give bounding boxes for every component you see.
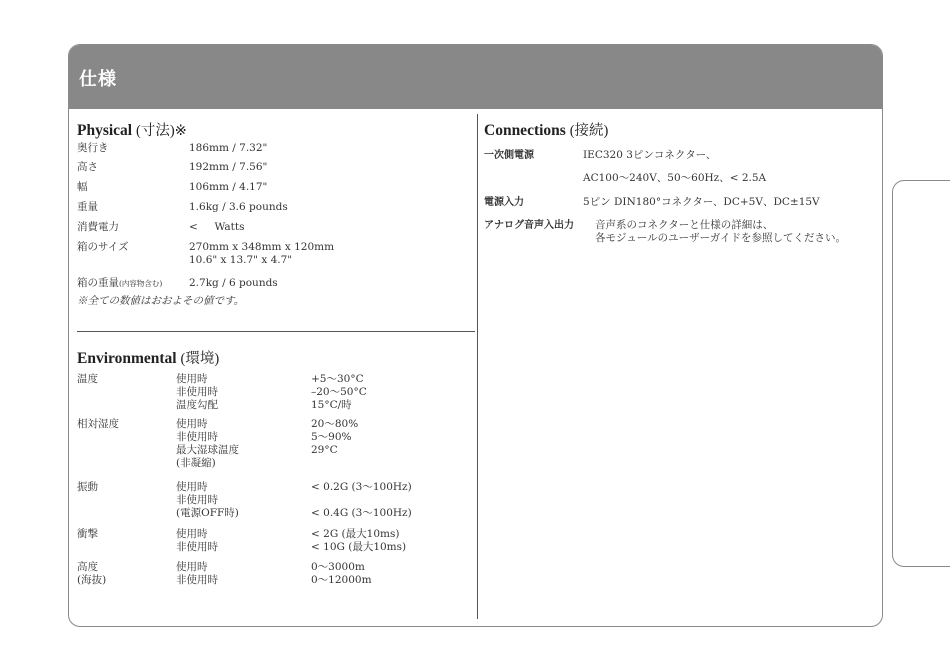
- connections-title-jp: (接続): [569, 123, 609, 139]
- env-label-altitude: 高度: [77, 561, 98, 573]
- conn-label-power-input: 電源入力: [484, 197, 524, 208]
- physical-label-depth: 奥行き: [77, 142, 109, 154]
- env-condition: 非使用時: [176, 494, 218, 506]
- env-label-temperature: 温度: [77, 373, 98, 385]
- physical-label-height: 高さ: [77, 161, 98, 173]
- environmental-title-jp: (環境): [180, 351, 220, 367]
- physical-value-height: 192mm / 7.56": [189, 161, 268, 173]
- physical-value-width: 106mm / 4.17": [189, 181, 268, 193]
- env-value: 29°C: [311, 444, 338, 456]
- env-value: 0〜3000m: [311, 561, 365, 573]
- env-value: < 10G (最大10ms): [311, 541, 407, 553]
- physical-label-weight: 重量: [77, 201, 98, 213]
- env-label-vibration: 振動: [77, 481, 98, 493]
- env-value: +5〜30°C: [311, 373, 364, 385]
- env-label-shock: 衝撃: [77, 528, 98, 540]
- page-title: 仕様: [79, 69, 117, 90]
- physical-label-width: 幅: [77, 181, 88, 193]
- conn-value: 各モジュールのユーザーガイドを参照してください。: [595, 232, 847, 244]
- physical-value-box-size: 270mm x 348mm x 120mm: [189, 241, 335, 253]
- env-value: 5〜90%: [311, 431, 352, 443]
- connections-title-en: Connections: [484, 122, 566, 139]
- env-value: 0〜12000m: [311, 574, 372, 586]
- env-value: –20〜50°C: [311, 386, 367, 398]
- env-condition: 使用時: [176, 373, 208, 385]
- env-label-humidity: 相対湿度: [77, 418, 119, 430]
- env-value: < 2G (最大10ms): [311, 528, 400, 540]
- card-header: [69, 45, 882, 109]
- env-condition: 使用時: [176, 528, 208, 540]
- box-weight-label-small: (内容物含む): [119, 279, 163, 288]
- physical-title-mark: ※: [174, 123, 187, 139]
- env-condition: 非使用時: [176, 431, 218, 443]
- env-value: 15°C/時: [311, 399, 352, 411]
- physical-section-title: [77, 119, 187, 140]
- physical-note: ※全ての数値はおおよその値です。: [77, 295, 245, 307]
- physical-title-en: Physical: [77, 122, 133, 139]
- env-value: < 0.2G (3〜100Hz): [311, 481, 412, 493]
- env-condition: 非使用時: [176, 386, 218, 398]
- env-value: < 0.4G (3〜100Hz): [311, 507, 412, 519]
- env-condition: 非使用時: [176, 541, 218, 553]
- side-tab: [892, 180, 950, 567]
- env-condition: 使用時: [176, 561, 208, 573]
- conn-label-analog-audio: アナログ音声入出力: [484, 220, 574, 231]
- physical-label-power: 消費電力: [77, 221, 119, 233]
- physical-value-box-weight: 2.7kg / 6 pounds: [189, 277, 278, 289]
- physical-value-weight: 1.6kg / 3.6 pounds: [189, 201, 288, 213]
- env-label-altitude-sub: (海抜): [77, 574, 107, 586]
- environmental-section-title: [77, 347, 219, 368]
- env-condition: (電源OFF時): [176, 507, 239, 519]
- conn-value: IEC320 3ピンコネクター、: [583, 149, 717, 161]
- physical-value-depth: 186mm / 7.32": [189, 142, 268, 154]
- conn-label-primary-power: 一次側電源: [484, 150, 534, 161]
- conn-value: 音声系のコネクターと仕様の詳細は、: [595, 219, 774, 231]
- environmental-title-en: Environmental: [77, 350, 177, 367]
- physical-label-box-size: 箱のサイズ: [77, 241, 129, 253]
- conn-value: 5ピン DIN180°コネクター、DC+5V、DC±15V: [583, 196, 820, 208]
- connections-section-title: [484, 119, 608, 140]
- env-condition: 温度勾配: [176, 399, 218, 411]
- conn-value: AC100〜240V、50〜60Hz、< 2.5A: [583, 172, 767, 184]
- env-condition: 使用時: [176, 481, 208, 493]
- physical-value-power: < Watts: [189, 221, 245, 233]
- env-condition: 非使用時: [176, 574, 218, 586]
- env-value: 20〜80%: [311, 418, 359, 430]
- section-divider: [77, 331, 475, 332]
- spec-card: [68, 44, 883, 627]
- env-condition: (非凝縮): [176, 457, 216, 469]
- env-condition: 最大湿球温度: [176, 444, 239, 456]
- physical-label-box-weight: [77, 277, 162, 290]
- box-weight-label: 箱の重量: [77, 277, 119, 289]
- physical-value-box-size-inch: 10.6" x 13.7" x 4.7": [189, 254, 293, 266]
- column-divider: [477, 114, 478, 619]
- env-condition: 使用時: [176, 418, 208, 430]
- physical-title-jp: (寸法): [136, 123, 175, 139]
